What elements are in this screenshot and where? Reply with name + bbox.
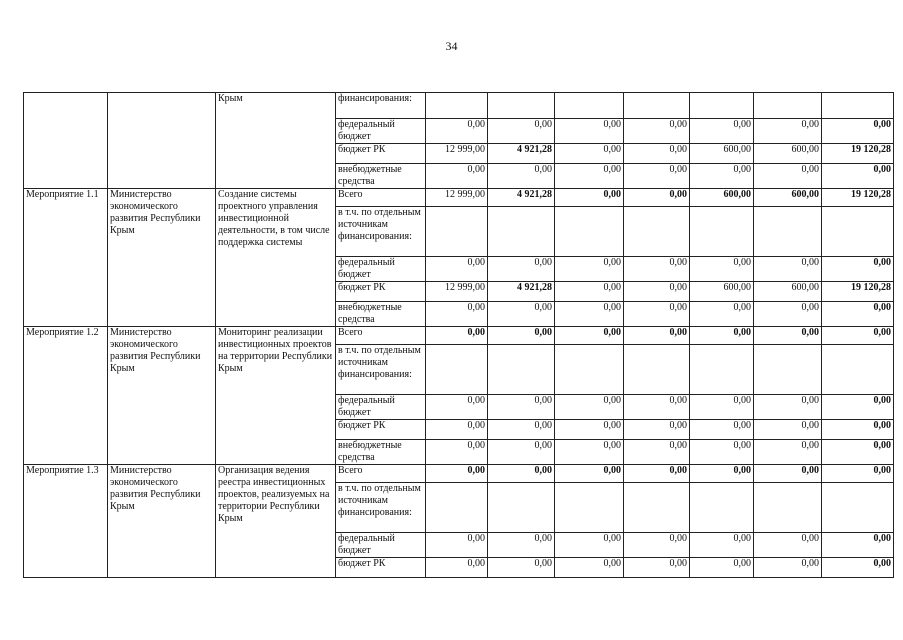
value-cell: 0,00 [555, 302, 624, 327]
value-cell: 0,00 [754, 395, 822, 420]
value-cell [822, 207, 894, 257]
value-cell: 0,00 [690, 440, 754, 465]
value-cell: 0,00 [754, 119, 822, 144]
value-cell: 19 120,28 [822, 282, 894, 302]
value-cell [624, 207, 690, 257]
value-cell [690, 207, 754, 257]
value-cell [555, 483, 624, 533]
value-cell: 0,00 [555, 257, 624, 282]
value-cell: 0,00 [555, 189, 624, 207]
source-label: бюджет РК [336, 144, 426, 164]
measure-description: Мониторинг реализации инвестиционных проектов на территории Республики Крым [216, 327, 336, 465]
measure-name: Мероприятие 1.2 [24, 327, 108, 465]
value-cell: 600,00 [754, 144, 822, 164]
value-cell: 0,00 [488, 440, 555, 465]
table-row [24, 327, 894, 345]
value-cell: 0,00 [488, 465, 555, 483]
value-cell [822, 483, 894, 533]
value-cell: 0,00 [754, 558, 822, 578]
value-cell [488, 93, 555, 119]
value-cell: 0,00 [488, 327, 555, 345]
value-cell: 0,00 [822, 327, 894, 345]
value-cell: 0,00 [822, 395, 894, 420]
value-cell: 0,00 [754, 327, 822, 345]
value-cell: 4 921,28 [488, 189, 555, 207]
value-cell: 0,00 [555, 144, 624, 164]
value-cell: 0,00 [822, 465, 894, 483]
value-cell [426, 483, 488, 533]
value-cell [822, 93, 894, 119]
value-cell: 12 999,00 [426, 189, 488, 207]
value-cell: 0,00 [488, 119, 555, 144]
source-label: внебюджетные средства [336, 440, 426, 465]
value-cell: 0,00 [754, 302, 822, 327]
value-cell: 0,00 [690, 302, 754, 327]
value-cell: 0,00 [754, 257, 822, 282]
page-number: 34 [445, 39, 458, 53]
value-cell: 0,00 [426, 420, 488, 440]
value-cell: 0,00 [690, 257, 754, 282]
value-cell [690, 483, 754, 533]
value-cell: 0,00 [624, 282, 690, 302]
value-cell [426, 93, 488, 119]
source-label: бюджет РК [336, 282, 426, 302]
measure-executor: Министерство экономического развития Республики Крым [108, 327, 216, 465]
value-cell: 0,00 [690, 558, 754, 578]
value-cell: 0,00 [624, 440, 690, 465]
source-label: Всего [336, 327, 426, 345]
source-label: федеральный бюджет [336, 257, 426, 282]
value-cell: 0,00 [624, 144, 690, 164]
value-cell: 0,00 [624, 395, 690, 420]
source-label: федеральный бюджет [336, 395, 426, 420]
value-cell [624, 93, 690, 119]
value-cell [555, 207, 624, 257]
value-cell: 0,00 [754, 440, 822, 465]
measure-executor: Министерство экономического развития Республики Крым [108, 189, 216, 327]
value-cell: 0,00 [690, 327, 754, 345]
value-cell [555, 93, 624, 119]
value-cell [426, 207, 488, 257]
value-cell: 0,00 [426, 558, 488, 578]
value-cell [754, 483, 822, 533]
value-cell: 0,00 [624, 420, 690, 440]
value-cell [754, 345, 822, 395]
value-cell: 0,00 [624, 558, 690, 578]
value-cell: 0,00 [822, 257, 894, 282]
value-cell: 0,00 [690, 533, 754, 558]
value-cell: 0,00 [822, 440, 894, 465]
value-cell: 600,00 [690, 282, 754, 302]
measure-name-cell [24, 93, 108, 189]
value-cell: 0,00 [426, 257, 488, 282]
value-cell: 0,00 [624, 164, 690, 189]
value-cell: 4 921,28 [488, 282, 555, 302]
value-cell [426, 345, 488, 395]
program-text-cell: Крым [216, 93, 336, 189]
value-cell: 0,00 [555, 440, 624, 465]
value-cell: 0,00 [426, 164, 488, 189]
value-cell: 0,00 [488, 558, 555, 578]
value-cell: 0,00 [690, 119, 754, 144]
value-cell: 19 120,28 [822, 189, 894, 207]
value-cell [624, 345, 690, 395]
value-cell: 0,00 [624, 327, 690, 345]
value-cell: 0,00 [426, 119, 488, 144]
value-cell: 0,00 [555, 282, 624, 302]
source-label: внебюджетные средства [336, 164, 426, 189]
value-cell: 0,00 [822, 302, 894, 327]
value-cell: 0,00 [690, 465, 754, 483]
value-cell [555, 345, 624, 395]
value-cell: 0,00 [426, 395, 488, 420]
value-cell [754, 207, 822, 257]
table-row [24, 465, 894, 483]
table-row [24, 189, 894, 207]
source-label: федеральный бюджет [336, 119, 426, 144]
value-cell: 0,00 [754, 420, 822, 440]
value-cell: 0,00 [555, 533, 624, 558]
value-cell: 12 999,00 [426, 282, 488, 302]
source-label: в т.ч. по отдельным источникам финансирования: [336, 207, 426, 257]
value-cell: 0,00 [822, 164, 894, 189]
value-cell: 0,00 [822, 119, 894, 144]
value-cell [690, 345, 754, 395]
value-cell: 0,00 [555, 327, 624, 345]
value-cell: 0,00 [822, 558, 894, 578]
source-label: Всего [336, 189, 426, 207]
value-cell: 4 921,28 [488, 144, 555, 164]
value-cell [690, 93, 754, 119]
value-cell: 0,00 [754, 164, 822, 189]
value-cell: 19 120,28 [822, 144, 894, 164]
value-cell: 0,00 [690, 395, 754, 420]
executor-cell [108, 93, 216, 189]
value-cell: 0,00 [488, 302, 555, 327]
value-cell: 600,00 [754, 282, 822, 302]
value-cell [488, 345, 555, 395]
value-cell: 0,00 [488, 257, 555, 282]
source-label: в т.ч. по отдельным источникам финансирования: [336, 483, 426, 533]
value-cell: 0,00 [822, 533, 894, 558]
value-cell: 12 999,00 [426, 144, 488, 164]
value-cell: 0,00 [426, 465, 488, 483]
measure-description: Создание системы проектного управления инвестиционной деятельности, в том числе поддержка системы [216, 189, 336, 327]
value-cell: 0,00 [555, 558, 624, 578]
value-cell [754, 93, 822, 119]
value-cell: 0,00 [426, 533, 488, 558]
value-cell: 0,00 [624, 257, 690, 282]
source-label: внебюджетные средства [336, 302, 426, 327]
value-cell: 0,00 [754, 533, 822, 558]
value-cell: 0,00 [488, 395, 555, 420]
value-cell: 0,00 [426, 440, 488, 465]
source-label: федеральный бюджет [336, 533, 426, 558]
measure-description: Организация ведения реестра инвестиционных проектов, реализуемых на территории Республики Крым [216, 465, 336, 578]
measure-name: Мероприятие 1.3 [24, 465, 108, 578]
value-cell: 600,00 [690, 189, 754, 207]
value-cell: 0,00 [555, 164, 624, 189]
measure-executor: Министерство экономического развития Республики Крым [108, 465, 216, 578]
value-cell: 0,00 [624, 533, 690, 558]
value-cell: 600,00 [754, 189, 822, 207]
value-cell [624, 483, 690, 533]
value-cell [822, 345, 894, 395]
financing-table [23, 92, 894, 578]
value-cell: 0,00 [555, 119, 624, 144]
value-cell: 0,00 [690, 420, 754, 440]
value-cell: 0,00 [426, 327, 488, 345]
value-cell: 0,00 [555, 465, 624, 483]
value-cell [488, 483, 555, 533]
value-cell: 0,00 [555, 420, 624, 440]
source-label: финансирования: [336, 93, 426, 119]
value-cell: 0,00 [555, 395, 624, 420]
source-label: в т.ч. по отдельным источникам финансирования: [336, 345, 426, 395]
value-cell: 0,00 [488, 420, 555, 440]
value-cell: 600,00 [690, 144, 754, 164]
value-cell: 0,00 [488, 164, 555, 189]
value-cell: 0,00 [488, 533, 555, 558]
value-cell: 0,00 [624, 189, 690, 207]
value-cell: 0,00 [822, 420, 894, 440]
value-cell: 0,00 [754, 465, 822, 483]
value-cell: 0,00 [426, 302, 488, 327]
value-cell: 0,00 [624, 465, 690, 483]
source-label: бюджет РК [336, 420, 426, 440]
value-cell: 0,00 [624, 119, 690, 144]
value-cell: 0,00 [690, 164, 754, 189]
source-label: бюджет РК [336, 558, 426, 578]
table-row [24, 93, 894, 119]
value-cell [488, 207, 555, 257]
value-cell: 0,00 [624, 302, 690, 327]
measure-name: Мероприятие 1.1 [24, 189, 108, 327]
source-label: Всего [336, 465, 426, 483]
